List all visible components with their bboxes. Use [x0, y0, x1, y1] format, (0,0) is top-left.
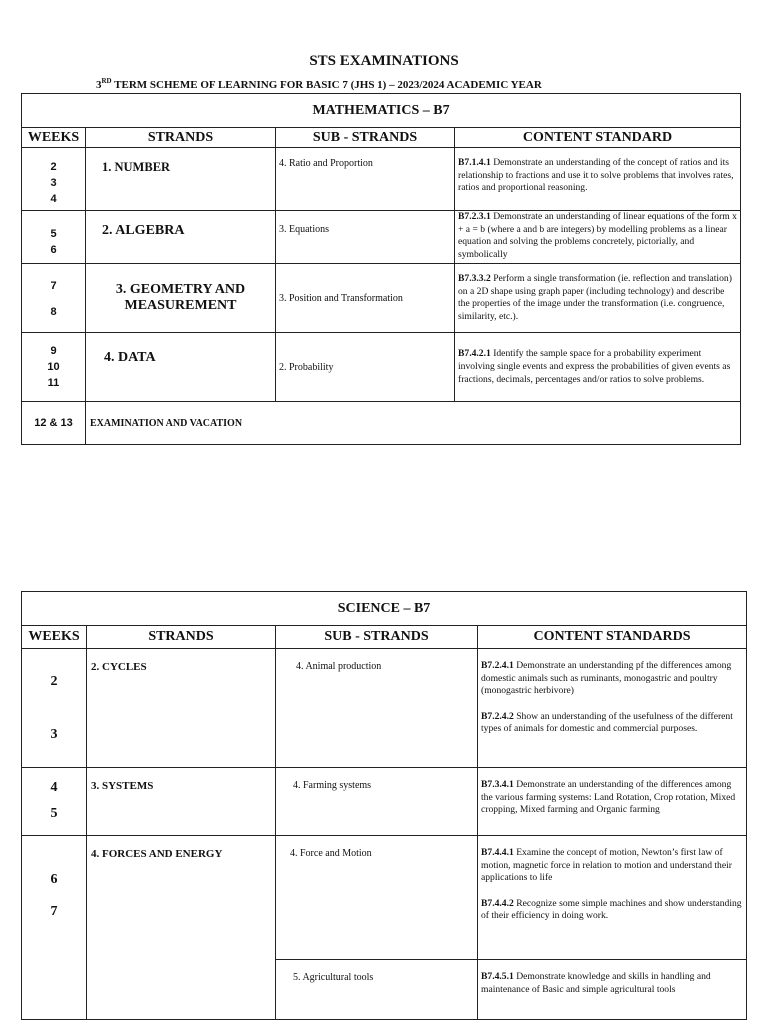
content-standard-cell: B7.3.4.1 Demonstrate an understanding of the differences among the various farming systems: Land Rotation, Crop rotation, Mixed cropping, Mixed farming and Organic farming — [478, 768, 747, 836]
content-standard-cell: B7.4.4.1 Examine the concept of motion, Newton’s first law of motion, magnetic force in relation to motion and understand their applications to life B7.4.4.2 Recognize some simple machines and show understanding of their efficiency in doing work. — [478, 836, 747, 960]
table-row — [22, 211, 741, 264]
table-row — [22, 402, 741, 445]
math-caption: MATHEMATICS – B7 — [22, 94, 741, 128]
substrand-cell: 4. Animal production — [276, 649, 478, 768]
substrand-cell: 3. Position and Transformation — [276, 264, 455, 333]
weeks-cell: 9 10 11 — [22, 333, 86, 402]
math-table — [21, 93, 741, 445]
content-standard-cell: B7.2.3.1 Demonstrate an understanding of linear equations of the form x + a = b (where a and b are integers) by modelling problems as a linear equation and solving the problems concretely, pictorially, and symbolically — [455, 211, 741, 264]
header-sub-strands: SUB - STRANDS — [276, 128, 455, 148]
weeks-cell: 2 3 — [22, 649, 87, 768]
table-row — [22, 649, 747, 768]
content-standard-cell: B7.4.2.1 Identify the sample space for a probability experiment involving single events and express the probabilities of given events as fractions, decimals, percentages and/or ratios to solve problems. — [455, 333, 741, 402]
header-weeks: WEEKS — [22, 128, 86, 148]
strand-cell: 2. CYCLES — [87, 649, 276, 768]
header-strands: STRANDS — [87, 626, 276, 649]
header-content-standard: CONTENT STANDARD — [455, 128, 741, 148]
table-row — [22, 148, 741, 211]
substrand-cell: 4. Force and Motion — [276, 836, 478, 960]
weeks-cell: 6 7 — [22, 836, 87, 1020]
strand-cell: 4. DATA — [86, 333, 276, 402]
content-standard-cell: B7.2.4.1 Demonstrate an understanding pf the differences among domestic animals such as ruminants, monogastric and poultry (monogastric herbivore) B7.2.4.2 Show an understanding of the usefulness of the different types of animals for domestic and commercial purposes. — [478, 649, 747, 768]
document-title: STS EXAMINATIONS — [309, 53, 459, 69]
science-table — [21, 591, 747, 1020]
strand-cell: 2. ALGEBRA — [86, 211, 276, 264]
substrand-cell: 5. Agricultural tools — [276, 960, 478, 1020]
header-content-standards: CONTENT STANDARDS — [478, 626, 747, 649]
header-strands: STRANDS — [86, 128, 276, 148]
weeks-cell: 2 3 4 — [22, 148, 86, 211]
content-standard-cell: B7.1.4.1 Demonstrate an understanding of the concept of ratios and its relationship to fractions and use it to solve problems that involves rates, ratios and proportional reasoning. — [455, 148, 741, 211]
table-row — [22, 768, 747, 836]
table-row — [22, 836, 747, 960]
table-row — [22, 264, 741, 333]
document-subtitle: 3RD TERM SCHEME OF LEARNING FOR BASIC 7 (JHS 1) – 2023/2024 ACADEMIC YEAR — [96, 77, 542, 91]
content-standard-cell: B7.3.3.2 Perform a single transformation (ie. reflection and translation) on a 2D shape using graph paper (including technology) and describe the properties of the image under the transformation (i.e. congruence, similarity, etc.). — [455, 264, 741, 333]
exam-vacation-label: EXAMINATION AND VACATION — [86, 402, 741, 445]
substrand-cell: 2. Probability — [276, 333, 455, 402]
substrand-cell: 4. Ratio and Proportion — [276, 148, 455, 211]
table-row — [22, 333, 741, 402]
substrand-cell: 3. Equations — [276, 211, 455, 264]
header-sub-strands: SUB - STRANDS — [276, 626, 478, 649]
science-caption: SCIENCE – B7 — [22, 592, 747, 626]
strand-cell: 3. SYSTEMS — [87, 768, 276, 836]
weeks-cell: 5 6 — [22, 211, 86, 264]
weeks-cell: 4 5 — [22, 768, 87, 836]
substrand-cell: 4. Farming systems — [276, 768, 478, 836]
weeks-cell: 12 & 13 — [22, 402, 86, 445]
header-weeks: WEEKS — [22, 626, 87, 649]
weeks-cell: 7 8 — [22, 264, 86, 333]
strand-cell: 1. NUMBER — [86, 148, 276, 211]
strand-cell: 3. GEOMETRY AND MEASUREMENT — [86, 264, 276, 333]
content-standard-cell: B7.4.5.1 Demonstrate knowledge and skills in handling and maintenance of Basic and simple agricultural tools — [478, 960, 747, 1020]
strand-cell: 4. FORCES AND ENERGY — [87, 836, 276, 1020]
